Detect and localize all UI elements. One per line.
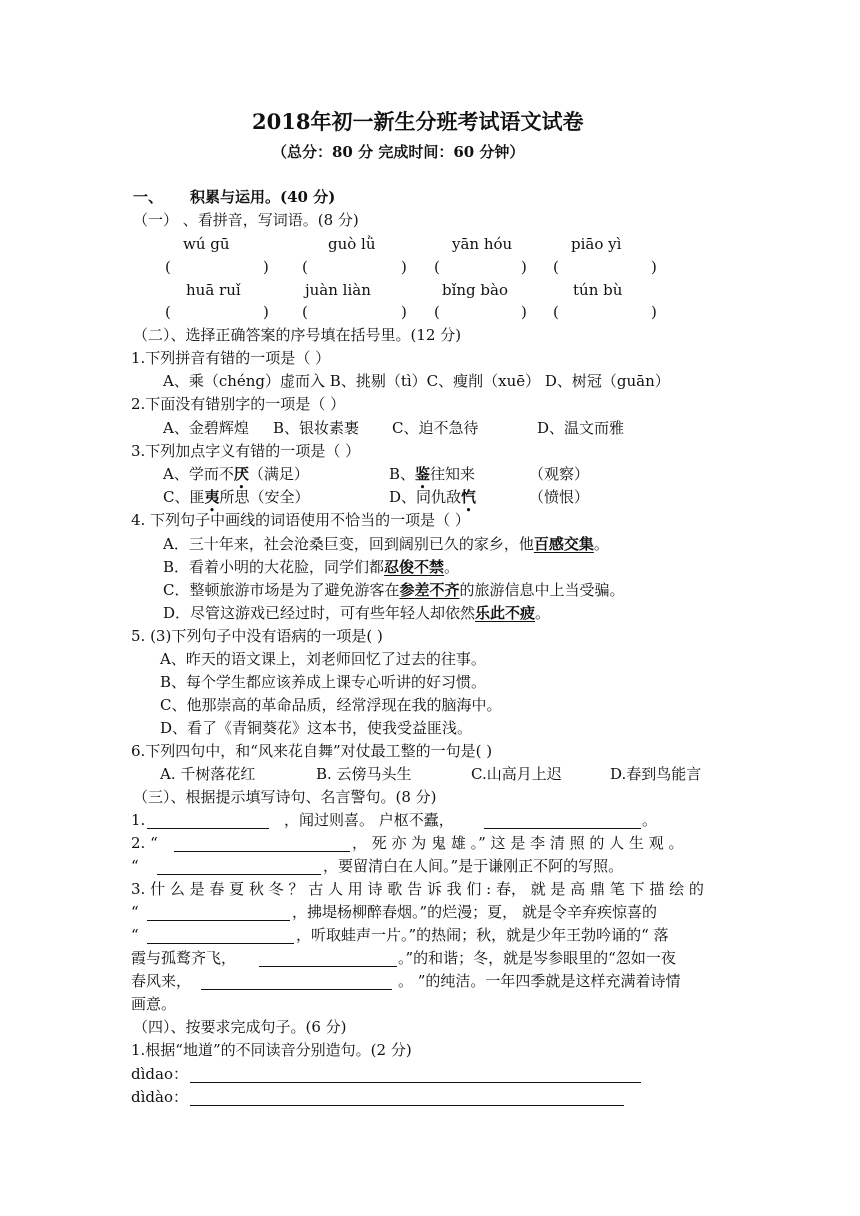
reading-label-2: dìdào： xyxy=(131,1088,188,1106)
fill-blank[interactable] xyxy=(147,920,290,921)
option-text: B．看着小明的大花脸，同学们都 xyxy=(163,558,385,576)
fill-6-quote: “ xyxy=(131,926,139,944)
pinyin-3: yān hóu xyxy=(452,235,513,253)
option-text: C、匪 xyxy=(163,488,205,506)
option-a xyxy=(163,464,309,484)
part1-heading: 积累与运用。(40 分) xyxy=(190,188,336,206)
option-b: B. 云傍马头生 xyxy=(316,765,412,783)
option-text: 往知来 xyxy=(430,465,476,483)
fill-1-number: 1. xyxy=(131,811,146,829)
fill-8-text-end: 。 ”的纯洁。一年四季就是这样充满着诗情 xyxy=(398,972,681,990)
underlined-phrase: 乐此不疲 xyxy=(475,604,536,622)
option-text: A、学而不 xyxy=(163,465,234,483)
answer-bracket-close: ) xyxy=(263,258,269,276)
fill-1-text: ，闻过则喜。 户枢不蠹， xyxy=(284,811,454,829)
option-a xyxy=(163,534,609,554)
answer-bracket-close: ) xyxy=(651,303,657,321)
option-text: B、 xyxy=(389,465,416,483)
pinyin-2: guò lǜ xyxy=(328,235,376,253)
pinyin-7: bǐng bào xyxy=(442,281,509,299)
option-text: C．整顿旅游市场是为了避免游客在 xyxy=(163,581,400,599)
answer-bracket-close: ) xyxy=(263,303,269,321)
pinyin-1: wú gū xyxy=(183,235,230,253)
dotted-char: 夷 xyxy=(204,488,220,506)
option-c: C、迫不急待 xyxy=(392,419,479,437)
answer-bracket-close: ) xyxy=(401,258,407,276)
answer-bracket-open: ( xyxy=(434,258,440,276)
answer-bracket-open: ( xyxy=(302,303,308,321)
option-d: D、看了《青铜葵花》这本书，使我受益匪浅。 xyxy=(160,719,473,737)
fill-8-text: 春风来， xyxy=(131,972,192,990)
answer-bracket-open: ( xyxy=(302,258,308,276)
option-c xyxy=(163,487,310,507)
option-a: A. 千树落花红 xyxy=(160,765,256,783)
fill-1-end: 。 xyxy=(642,811,658,829)
pinyin-4: piāo yì xyxy=(571,235,622,253)
option-c: C.山高月上迟 xyxy=(471,765,562,783)
fill-2-number: 2. “ xyxy=(131,834,158,852)
fill-5-text: ，拂堤杨柳醉春烟。”的烂漫；夏， 就是令辛弃疾惊喜的 xyxy=(292,903,657,921)
answer-bracket-open: ( xyxy=(165,258,171,276)
option-a: A、金碧辉煌 xyxy=(163,419,249,437)
pinyin-6: juàn liàn xyxy=(305,281,371,299)
fill-7-text: 霞与孤鹜齐飞， xyxy=(131,949,237,967)
dotted-char: 鉴 xyxy=(415,465,431,483)
fill-9-text: 画意。 xyxy=(131,995,177,1013)
option-d xyxy=(389,487,476,507)
option-text: （满足） xyxy=(248,465,309,483)
reading-label-1: dìdao： xyxy=(131,1065,188,1083)
fill-2-text: ， 死 亦 为 鬼 雄 。” 这 是 李 清 照 的 人 生 观 。 xyxy=(352,834,684,852)
answer-line[interactable] xyxy=(190,1105,624,1106)
page-subtitle: （总分：80 分 完成时间：60 分钟） xyxy=(272,143,525,161)
fill-6-text: ，听取蛙声一片。”的热闹；秋，就是少年王勃吟诵的“ 落 xyxy=(296,926,669,944)
option-a: A、昨天的语文课上，刘老师回忆了过去的往事。 xyxy=(160,650,486,668)
option-b xyxy=(163,557,459,577)
answer-bracket-close: ) xyxy=(651,258,657,276)
option-b: B、每个学生都应该养成上课专心听讲的好习惯。 xyxy=(160,673,487,691)
question-2-6: 6.下列四句中，和“风来花自舞”对仗最工整的一句是( ) xyxy=(131,742,493,760)
question-2-2: 2.下面没有错别字的一项是（ ） xyxy=(131,395,346,413)
answer-bracket-close: ) xyxy=(521,303,527,321)
underlined-phrase: 参差不齐 xyxy=(399,581,460,599)
option-text: A．三十年来，社会沧桑巨变，回到阔别已久的家乡，他 xyxy=(163,535,534,553)
option-text: 。 xyxy=(593,535,609,553)
answer-bracket-open: ( xyxy=(553,258,559,276)
question-2-1-options: A、乘（chéng）虚而入 B、挑剔（tì）C、瘦削（xuē） D、树冠（guān） xyxy=(163,372,670,390)
question-2-4: 4. 下列句子中画线的词语使用不恰当的一项是（ ） xyxy=(131,511,470,529)
option-b xyxy=(389,464,475,484)
page-title: 2018年初一新生分班考试语文试卷 xyxy=(252,109,584,134)
option-text: 所思（安全） xyxy=(219,488,310,506)
fill-5-quote: “ xyxy=(131,903,139,921)
pinyin-8: tún bù xyxy=(573,281,623,299)
part1-number: 一、 xyxy=(133,188,164,206)
fill-7-text-end: 。”的和谐；冬，就是岑参眼里的“忽如一夜 xyxy=(398,949,676,967)
option-text: 的旅游信息中上当受骗。 xyxy=(459,581,625,599)
option-text: D、同仇敌 xyxy=(389,488,462,506)
dotted-char: 厌 xyxy=(233,465,249,483)
question-2-5: 5. (3)下列句子中没有语病的一项是( ) xyxy=(131,627,383,645)
answer-bracket-close: ) xyxy=(521,258,527,276)
option-c xyxy=(163,580,625,600)
option-d-meaning: （愤恨） xyxy=(529,488,590,506)
option-d: D、温文而雅 xyxy=(537,419,625,437)
option-d: D.春到鸟能言 xyxy=(610,765,702,783)
fill-3-text: ，要留清白在人间。”是于谦刚正不阿的写照。 xyxy=(323,857,624,875)
fill-4-text: 3. 什 么 是 春 夏 秋 冬 ？ 古 人 用 诗 歌 告 诉 我 们 : 春， 就 是 高 鼎 笔 下 描 绘 的 xyxy=(131,880,704,898)
option-b: B、银妆素裹 xyxy=(273,419,360,437)
section2-heading: （二）、选择正确答案的序号填在括号里。(12 分) xyxy=(133,326,462,344)
dotted-char: 忾 xyxy=(461,488,477,506)
option-text: 。 xyxy=(535,604,551,622)
option-text: 。 xyxy=(444,558,460,576)
option-text: D．尽管这游戏已经过时，可有些年轻人却依然 xyxy=(163,604,476,622)
question-2-3: 3.下列加点字义有错的一项是（ ） xyxy=(131,442,361,460)
underlined-phrase: 百感交集 xyxy=(533,535,594,553)
underlined-phrase: 忍俊不禁 xyxy=(384,558,445,576)
option-d xyxy=(163,603,550,623)
fill-blank[interactable] xyxy=(157,874,321,875)
fill-3-quote: “ xyxy=(131,857,139,875)
fill-blank[interactable] xyxy=(174,851,350,852)
fill-blank[interactable] xyxy=(259,966,397,967)
fill-blank[interactable] xyxy=(201,989,392,990)
fill-blank[interactable] xyxy=(147,943,294,944)
answer-bracket-open: ( xyxy=(553,303,559,321)
pinyin-5: huā ruǐ xyxy=(186,281,241,299)
section4-heading: （四）、按要求完成句子。(6 分) xyxy=(133,1018,347,1036)
question-4-1: 1.根据“地道”的不同读音分别造句。(2 分) xyxy=(131,1041,412,1059)
option-c: C、他那崇高的革命品质，经常浮现在我的脑海中。 xyxy=(160,696,502,714)
answer-bracket-close: ) xyxy=(401,303,407,321)
section1-heading: （一） 、看拼音，写词语。(8 分) xyxy=(133,211,359,229)
answer-bracket-open: ( xyxy=(165,303,171,321)
question-2-1: 1.下列拼音有错的一项是（ ） xyxy=(131,349,331,367)
fill-blank[interactable] xyxy=(484,828,641,829)
option-b-meaning: （观察） xyxy=(529,465,590,483)
answer-line[interactable] xyxy=(190,1082,641,1083)
answer-bracket-open: ( xyxy=(434,303,440,321)
section3-heading: （三）、根据提示填写诗句、名言警句。(8 分) xyxy=(133,788,437,806)
fill-blank[interactable] xyxy=(147,828,269,829)
